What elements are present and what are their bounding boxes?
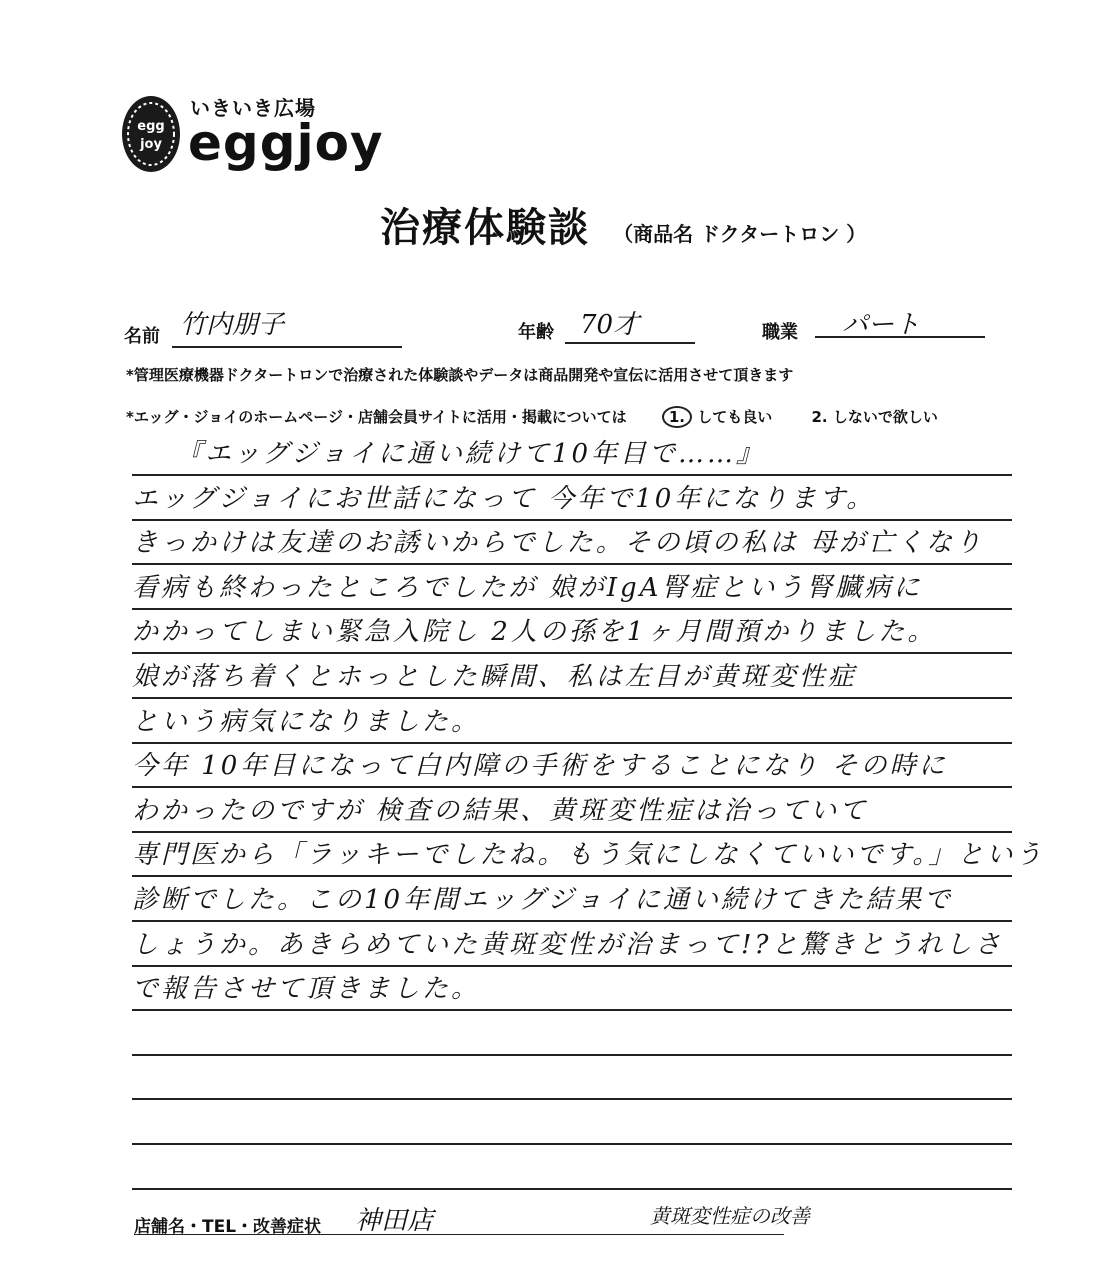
handwritten-text-line: という病気になりました。 bbox=[132, 706, 481, 737]
handwritten-text-line: しょうか。あきらめていた黄斑変性が治まって!?と驚きとうれしさ bbox=[132, 929, 1004, 960]
footer-underline bbox=[134, 1234, 784, 1235]
ruled-line bbox=[132, 885, 1012, 922]
note-usage: *管理医療機器ドクタートロンで治療された体験談やデータは商品開発や宣伝に活用させて頂きます bbox=[126, 366, 794, 384]
ruled-line bbox=[132, 751, 1012, 788]
name-value: 竹内朋子 bbox=[180, 310, 285, 340]
handwritten-text-line: 今年 10年目になって白内障の手術をすることになり その時に bbox=[132, 751, 948, 782]
handwritten-text-line: かかってしまい緊急入院し 2人の孫を1ヶ月間預かりました。 bbox=[132, 617, 937, 648]
egg-badge-top-text: egg bbox=[137, 119, 165, 134]
option-deny: 2. しないで欲しい bbox=[811, 408, 938, 426]
ruled-line bbox=[132, 706, 1012, 744]
logo-wordmark: eggjoy bbox=[188, 114, 384, 172]
job-label: 職業 bbox=[762, 322, 798, 343]
ruled-line bbox=[132, 483, 1012, 521]
age-value: 70才 bbox=[580, 310, 640, 340]
note-website bbox=[126, 406, 938, 427]
handwritten-text-line: わかったのですが 検査の結果、黄斑変性症は治っていて bbox=[132, 795, 869, 826]
name-underline bbox=[172, 346, 402, 348]
handwritten-text-line: きっかけは友達のお誘いからでした。その頃の私は 母が亡くなり bbox=[132, 528, 985, 559]
job-value: パート bbox=[842, 310, 921, 340]
ruled-line bbox=[132, 528, 1012, 565]
ruled-line bbox=[132, 795, 1012, 833]
ruled-line bbox=[132, 1143, 1012, 1145]
ruled-line bbox=[132, 1054, 1012, 1056]
ruled-line bbox=[132, 572, 1012, 610]
job-underline bbox=[815, 336, 985, 338]
handwritten-text-line: で報告させて頂きました。 bbox=[132, 974, 481, 1005]
ruled-line bbox=[132, 439, 1012, 476]
footer-label: 店舗名・TEL・改善症状 bbox=[134, 1217, 322, 1237]
ruled-line bbox=[132, 840, 1045, 877]
product-name: （商品名 ドクタートロン ） bbox=[613, 222, 867, 246]
footer-improvement: 黄斑変性症の改善 bbox=[650, 1204, 810, 1228]
handwritten-text-line: 『エッグジョイに通い続けて10年目で……』 bbox=[176, 439, 766, 469]
option-allow-number: 1. bbox=[662, 406, 692, 428]
ruled-line bbox=[132, 1188, 1012, 1190]
name-label: 名前 bbox=[124, 326, 160, 347]
ruled-line bbox=[132, 617, 1012, 654]
handwritten-text-line: 娘が落ち着くとホっとした瞬間、私は左目が黄斑変性症 bbox=[132, 662, 857, 692]
age-label: 年齢 bbox=[518, 322, 554, 343]
age-underline bbox=[565, 342, 695, 344]
ruled-line bbox=[132, 1098, 1012, 1100]
handwritten-text-line: エッグジョイにお世話になって 今年で10年になります。 bbox=[132, 483, 876, 514]
egg-badge-icon bbox=[120, 90, 182, 174]
footer-store-name: 神田店 bbox=[355, 1206, 434, 1236]
egg-badge-bottom-text: joy bbox=[140, 137, 162, 152]
option-allow bbox=[662, 408, 778, 426]
page-title: 治療体験談 bbox=[380, 205, 590, 251]
logo-tagline: いきいき広場 bbox=[190, 96, 316, 120]
handwritten-text-line: 専門医から「ラッキーでしたね。もう気にしなくていいです。」という bbox=[132, 840, 1045, 871]
ruled-line bbox=[132, 662, 1012, 699]
handwritten-text-line: 看病も終わったところでしたが 娘がIgA腎症という腎臓病に bbox=[132, 572, 923, 603]
option-allow-label: しても良い bbox=[697, 408, 773, 426]
ruled-line bbox=[132, 974, 1012, 1011]
ruled-line bbox=[132, 929, 1012, 967]
note-website-text: *エッグ・ジョイのホームページ・店舗会員サイトに活用・掲載については bbox=[126, 408, 627, 426]
title-row bbox=[380, 196, 866, 253]
eggjoy-logo bbox=[120, 90, 420, 180]
handwritten-text-line: 診断でした。この10年間エッグジョイに通い続けてきた結果で bbox=[132, 885, 954, 915]
